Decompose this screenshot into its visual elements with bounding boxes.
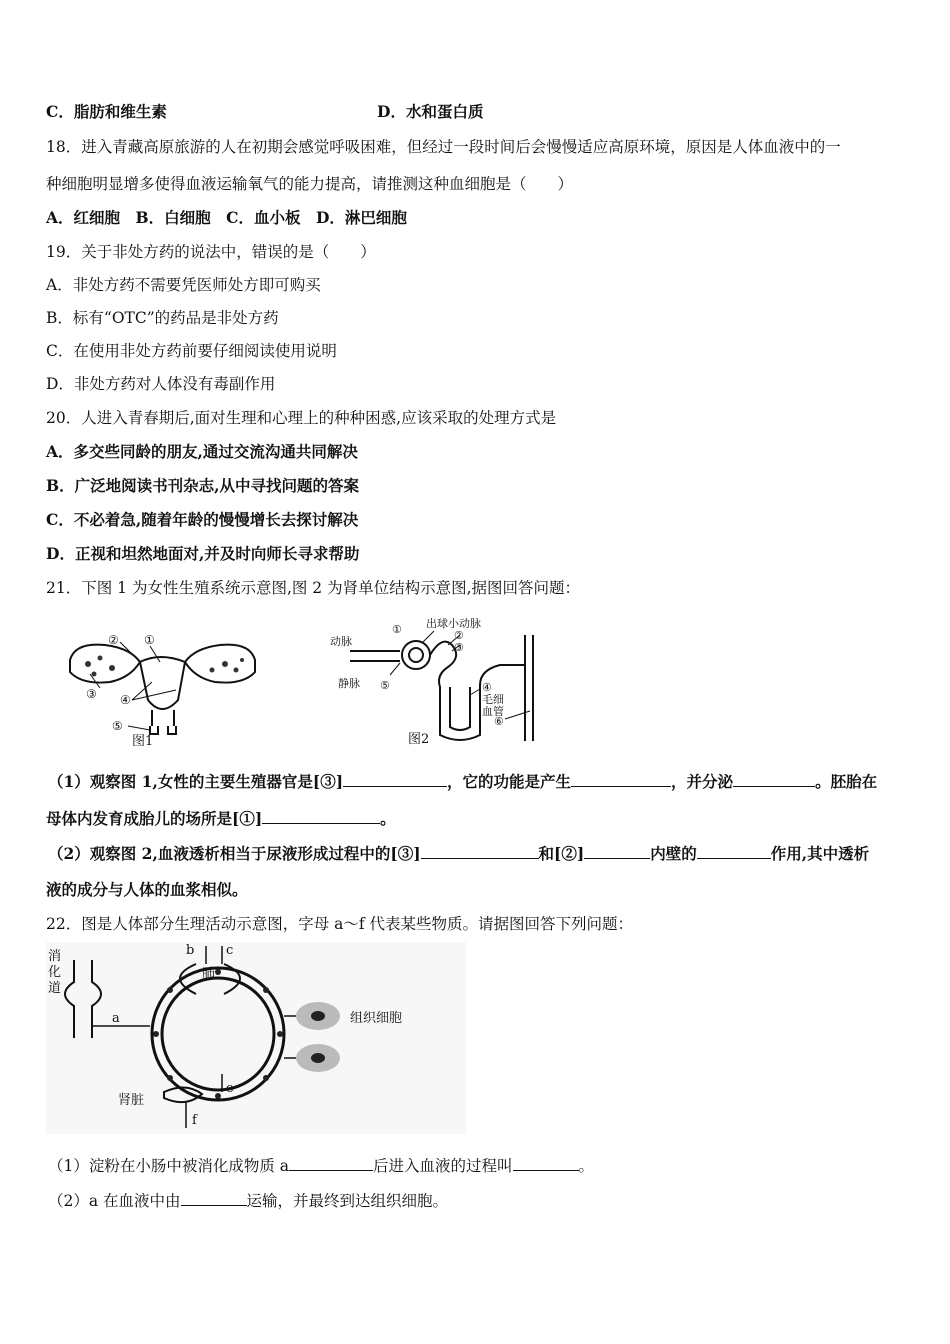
answer-blank[interactable] (697, 843, 771, 859)
fig2-artery-label: 动脉 (330, 635, 352, 648)
digestive-label-2: 化 (48, 965, 62, 980)
letter-a: a (112, 1011, 120, 1026)
q21-p2-d: 作用,其中透析 (770, 844, 870, 863)
q21-p1-b: ，它的功能是产生 (447, 772, 572, 791)
q21-p1-e: 母体内发育成胎儿的场所是[①] (46, 809, 263, 828)
fig2-label-5: ⑤ (380, 679, 390, 692)
q21-part1-line1 (48, 771, 877, 792)
q17-option-c: C．脂肪和维生素 (46, 102, 167, 121)
fig2-efferent-label: 出球小动脉 (426, 617, 481, 630)
fig1-label-2: ② (108, 633, 119, 647)
letter-c: c (226, 943, 234, 958)
q20-option-b-text: B．广泛地阅读书刊杂志,从中寻找问题的答案 (46, 476, 359, 495)
q21-p1-c: ，并分泌 (671, 772, 734, 791)
q22-part1 (48, 1155, 594, 1176)
fig2-label-4: ④ (482, 681, 492, 694)
q20-option-c (46, 510, 358, 530)
q19-stem: 19．关于非处方药的说法中，错误的是（ ） (46, 243, 376, 261)
q20-option-c-text: C．不必着急,随着年龄的慢慢增长去探讨解决 (46, 510, 359, 529)
q21-part2-line2: 液的成分与人体的血浆相似。 (46, 880, 248, 899)
digestive-label-3: 道 (48, 981, 62, 996)
lung-label: 肺 (202, 967, 216, 982)
q21-p1-f: 。 (380, 809, 396, 828)
digestive-label-1: 消 (48, 949, 62, 964)
letter-e: e (226, 1081, 234, 1096)
letter-b: b (186, 943, 195, 958)
figure-circulation-diagram (46, 942, 466, 1134)
q22-p1-c: 。 (578, 1157, 595, 1175)
figure-2-nephron (330, 615, 555, 747)
fig2-label-6: ⑥ (494, 715, 504, 728)
fig2-capillary-label-1: 毛细 (482, 693, 504, 706)
q21-part1-line2 (46, 808, 396, 829)
q20-option-d-text: D．正视和坦然地面对,并及时向师长寻求帮助 (46, 544, 360, 563)
right-ovary-shape (185, 645, 255, 683)
q22-p2-b: 运输，并最终到达组织细胞。 (246, 1192, 449, 1210)
answer-blank[interactable] (513, 1155, 579, 1171)
q18-stem-line1: 18．进入青藏高原旅游的人在初期会感觉呼吸困难，但经过一段时间后会慢慢适应高原环境，原因是人体血液中的一 (46, 138, 841, 156)
q19-option-d: D．非处方药对人体没有毒副作用 (46, 375, 276, 393)
q20-option-a (46, 442, 358, 462)
q21-p1-d: 。胚胎在 (815, 772, 878, 791)
fig2-label-2: ② (454, 629, 464, 642)
q21-stem: 21．下图 1 为女性生殖系统示意图,图 2 为肾单位结构示意图,据图回答问题： (46, 579, 581, 597)
left-ovary-shape (70, 645, 140, 683)
q22-stem: 22．图是人体部分生理活动示意图，字母 a～f 代表某些物质。请据图回答下列问题： (46, 915, 634, 933)
answer-blank[interactable] (584, 843, 650, 859)
fig1-caption: 图1 (132, 734, 154, 748)
q22-p1-a: （1）淀粉在小肠中被消化成物质 a (48, 1157, 290, 1175)
figure-1-female-reproductive-system (60, 630, 270, 748)
tissue-cell-label: 组织细胞 (350, 1011, 403, 1026)
fig2-caption: 图2 (408, 732, 430, 747)
answer-blank[interactable] (571, 771, 671, 787)
q21-p2-c: 内壁的 (650, 844, 697, 863)
fig2-label-1: ① (392, 623, 402, 636)
q18-options: A．红细胞 B．白细胞 C．血小板 D．淋巴细胞 (46, 208, 407, 227)
answer-blank[interactable] (343, 771, 447, 787)
q20-option-b (46, 476, 359, 496)
q21-p1-a: （1）观察图 1,女性的主要生殖器官是[③] (48, 772, 344, 791)
q19-option-a: A．非处方药不需要凭医师处方即可购买 (46, 276, 321, 294)
answer-blank[interactable] (421, 843, 539, 859)
q22-p2-a: （2）a 在血液中由 (48, 1192, 181, 1210)
fig1-label-1: ① (144, 633, 155, 647)
answer-blank[interactable] (262, 808, 380, 824)
answer-blank[interactable] (289, 1155, 373, 1171)
answer-blank[interactable] (181, 1190, 247, 1206)
q17-option-d: D．水和蛋白质 (377, 102, 484, 121)
uterus-shape (140, 657, 185, 709)
q21-p2-b: 和[②] (538, 844, 585, 863)
q19-option-c: C．在使用非处方药前要仔细阅读使用说明 (46, 342, 337, 360)
fig1-label-5: ⑤ (112, 719, 123, 733)
kidney-label: 肾脏 (118, 1093, 145, 1108)
q22-p1-b: 后进入血液的过程叫 (373, 1157, 513, 1175)
q20-stem: 20．人进入青春期后,面对生理和心理上的种种困惑,应该采取的处理方式是 (46, 409, 557, 427)
q21-p2-a: （2）观察图 2,血液透析相当于尿液形成过程中的[③] (48, 844, 421, 863)
q21-part2-line1 (48, 843, 869, 864)
q20-option-d (46, 544, 359, 564)
fig2-label-3: ③ (454, 641, 464, 654)
fig1-label-3: ③ (86, 687, 97, 701)
q20-option-a-text: A．多交些同龄的朋友,通过交流沟通共同解决 (46, 442, 358, 461)
q19-option-b: B．标有“OTC”的药品是非处方药 (46, 309, 279, 327)
fig2-vein-label: 静脉 (338, 677, 360, 690)
fig1-label-4: ④ (120, 693, 131, 707)
q18-stem-line2: 种细胞明显增多使得血液运输氧气的能力提高，请推测这种血细胞是（ ） (46, 175, 574, 193)
q22-part2 (48, 1190, 448, 1211)
fig2-capillary-label-2: 血管 (482, 705, 504, 718)
letter-f: f (192, 1113, 197, 1128)
answer-blank[interactable] (733, 771, 815, 787)
